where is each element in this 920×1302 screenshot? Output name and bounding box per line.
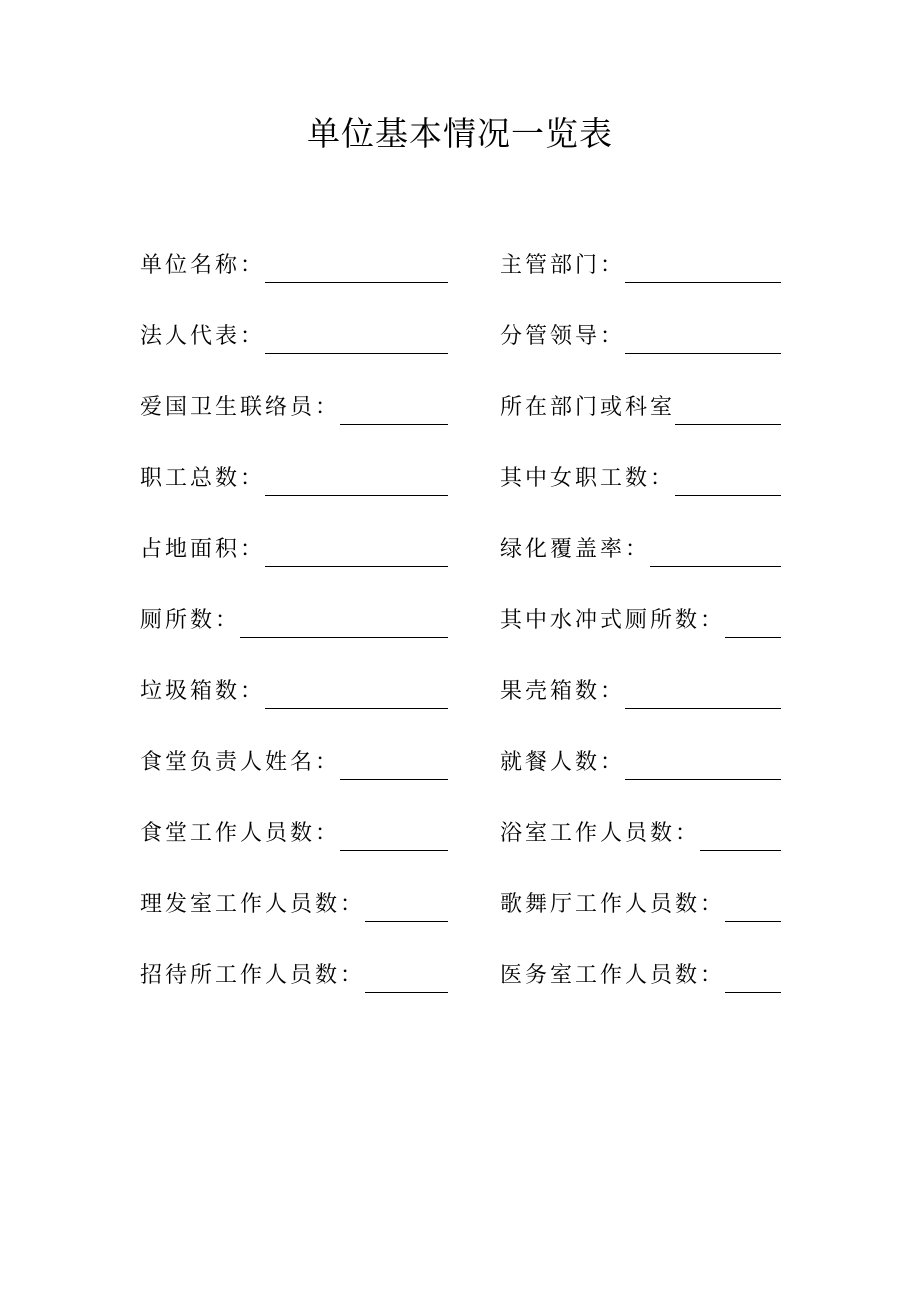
field-label: 分管领导： (500, 324, 626, 349)
fill-in-blank[interactable] (625, 749, 781, 780)
field-department (500, 387, 781, 427)
fill-in-blank[interactable] (700, 820, 781, 851)
field-label: 食堂工作人员数： (140, 821, 341, 846)
field-label: 主管部门： (500, 253, 626, 278)
field-canteen-manager (140, 742, 448, 782)
fill-in-blank[interactable] (265, 678, 448, 709)
fill-in-blank[interactable] (265, 536, 448, 567)
fill-in-blank[interactable] (265, 252, 448, 283)
field-label: 医务室工作人员数： (500, 963, 726, 988)
field-label: 招待所工作人员数： (140, 963, 366, 988)
fill-in-blank[interactable] (725, 962, 781, 993)
form-row (140, 387, 781, 458)
field-clinic-staff (500, 955, 781, 995)
field-guesthouse-staff (140, 955, 448, 995)
fill-in-blank[interactable] (365, 891, 448, 922)
fill-in-blank[interactable] (265, 323, 448, 354)
form-row (140, 884, 781, 955)
field-health-liaison (140, 387, 448, 427)
field-label: 单位名称： (140, 253, 266, 278)
form-row (140, 316, 781, 387)
fill-in-blank[interactable] (725, 891, 781, 922)
form-row (140, 245, 781, 316)
field-label: 法人代表： (140, 324, 266, 349)
fill-in-blank[interactable] (650, 536, 781, 567)
fill-in-blank[interactable] (725, 607, 781, 638)
form-row (140, 955, 781, 1026)
fill-in-blank[interactable] (625, 678, 781, 709)
form-row (140, 671, 781, 742)
field-unit-name (140, 245, 448, 285)
field-leader-in-charge (500, 316, 781, 356)
field-label: 歌舞厅工作人员数： (500, 892, 726, 917)
field-flush-toilet-count (500, 600, 781, 640)
field-green-coverage (500, 529, 781, 569)
field-trash-bin-count (140, 671, 448, 711)
field-legal-rep (140, 316, 448, 356)
form-row (140, 813, 781, 884)
field-label: 垃圾箱数： (140, 679, 266, 704)
field-female-staff (500, 458, 781, 498)
field-label: 绿化覆盖率： (500, 537, 651, 562)
fill-in-blank[interactable] (625, 252, 781, 283)
field-label: 职工总数： (140, 466, 266, 491)
field-label: 浴室工作人员数： (500, 821, 701, 846)
field-label: 果壳箱数： (500, 679, 626, 704)
fill-in-blank[interactable] (265, 465, 448, 496)
fill-in-blank[interactable] (340, 749, 448, 780)
info-form (140, 245, 781, 1026)
field-barbershop-staff (140, 884, 448, 924)
field-label: 其中水冲式厕所数： (500, 608, 726, 633)
field-label: 占地面积： (140, 537, 266, 562)
fill-in-blank[interactable] (240, 607, 448, 638)
field-label: 厕所数： (140, 608, 241, 633)
field-label: 食堂负责人姓名： (140, 750, 341, 775)
field-litter-bin-count (500, 671, 781, 711)
field-supervising-dept (500, 245, 781, 285)
form-row (140, 600, 781, 671)
fill-in-blank[interactable] (365, 962, 448, 993)
field-label: 所在部门或科室 (500, 395, 676, 420)
form-row (140, 742, 781, 813)
field-diner-count (500, 742, 781, 782)
field-label: 就餐人数： (500, 750, 626, 775)
fill-in-blank[interactable] (340, 394, 448, 425)
field-total-staff (140, 458, 448, 498)
field-dance-hall-staff (500, 884, 781, 924)
field-label: 爱国卫生联络员： (140, 395, 341, 420)
field-bathroom-staff (500, 813, 781, 853)
field-land-area (140, 529, 448, 569)
field-label: 理发室工作人员数： (140, 892, 366, 917)
fill-in-blank[interactable] (675, 394, 781, 425)
fill-in-blank[interactable] (340, 820, 448, 851)
fill-in-blank[interactable] (625, 323, 781, 354)
field-label: 其中女职工数： (500, 466, 676, 491)
page-title: 单位基本情况一览表 (307, 114, 613, 153)
form-row (140, 529, 781, 600)
fill-in-blank[interactable] (675, 465, 781, 496)
form-row (140, 458, 781, 529)
field-toilet-count (140, 600, 448, 640)
field-canteen-staff (140, 813, 448, 853)
